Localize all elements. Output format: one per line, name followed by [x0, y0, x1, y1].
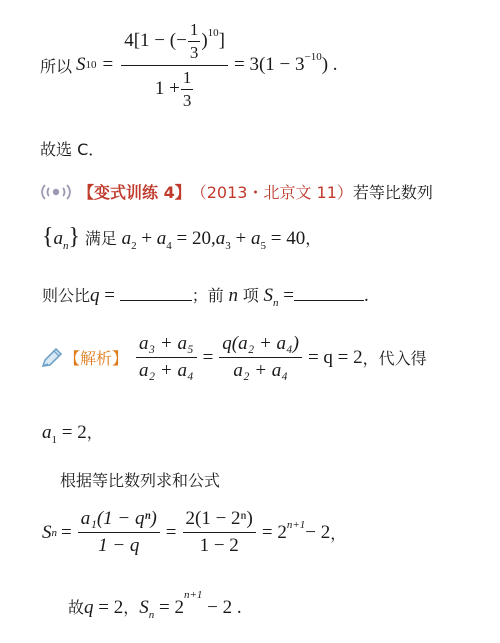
a-sub-1: 1: [51, 433, 57, 446]
blank-ratio[interactable]: [120, 300, 192, 301]
analysis-line: [40, 333, 427, 382]
denominator-fraction-third: [181, 68, 194, 111]
blank-sum[interactable]: [294, 300, 364, 301]
inner-num: 1: [188, 20, 201, 42]
result-part-b: ) .: [321, 54, 338, 75]
fraction-main: 4[1 − (− $\frac{1}{3}$ ) $^{10}$ ] 1 + $\frac{1}{3}$: [121, 20, 228, 111]
symbol-q: q: [90, 285, 100, 306]
symbol-a: a: [42, 422, 52, 443]
inner-fraction-third: [188, 20, 201, 63]
sum-s10-equation: 所以 S 10 = 4[1 − (− $\frac{1}{3}$ ) $^{10}$ ] 1 + $\frac{1}{3}$ = 3(1 − 3 $^{-10}$ ) .: [40, 19, 338, 110]
eq2-value: = 40: [265, 228, 306, 249]
text-terms: 项: [242, 286, 259, 305]
inner-den: 3: [189, 42, 199, 62]
analysis-equals: =: [202, 346, 214, 368]
sum-f2-num: 2(1 − 2ⁿ): [183, 508, 256, 533]
symbol-Sn: S: [263, 285, 274, 306]
final-answer: [68, 588, 242, 621]
equals-2: =: [278, 285, 294, 306]
sum-result: = 2: [261, 521, 287, 543]
analysis-result: = q = 2: [307, 346, 363, 368]
sequence-conditions: [42, 224, 321, 251]
text-first-n: ；前: [191, 286, 224, 305]
equals: =: [99, 285, 120, 306]
eq1-plus: +: [136, 228, 157, 249]
den-inner-den: 3: [182, 90, 192, 110]
symbol-S: S: [139, 597, 149, 618]
sum-fraction-2: [183, 508, 256, 557]
f1-numerator: a₃ + a₅: [136, 333, 197, 358]
equals: =: [61, 521, 72, 543]
den-inner-num: 1: [181, 68, 194, 90]
pencil-icon: [40, 347, 64, 369]
result-part-a: = 3(1 − 3: [233, 54, 305, 75]
S-sub-n: n: [148, 608, 155, 621]
eq1-a: a: [121, 228, 132, 249]
f1-denominator: a₂ + a₄: [139, 360, 194, 381]
symbol-S: S: [76, 54, 86, 75]
eq2-plus: +: [230, 228, 251, 249]
comma: ，: [330, 524, 347, 543]
denominator-part-a: 1 +: [154, 78, 180, 99]
sum-formula-equation: S n = $\frac{\text{a₁(1 − qⁿ)}}{1 - q}$ = $\frac{\text{2(1 − 2ⁿ)}}{1 - 2}$ = 2 $^{n+1}$ − 2 ，: [42, 508, 347, 556]
analysis-fraction-2: [219, 333, 302, 382]
analysis-fraction-1: [136, 333, 197, 382]
sum-fraction-1: [78, 508, 160, 557]
comma: ，: [123, 598, 140, 617]
q-equals-2: = 2: [93, 597, 124, 618]
eq2-sub2: 5: [260, 239, 266, 252]
Sn-sub: n: [273, 296, 279, 309]
analysis-label: 【解析】: [64, 349, 129, 368]
eq2-a: a: [215, 228, 226, 249]
seq-sub-n: n: [63, 239, 69, 252]
numerator-part-c: ]: [218, 30, 225, 51]
sum-f1-num: a₁(1 − qⁿ): [78, 508, 160, 533]
text-satisfies: 满足: [84, 229, 117, 248]
speaker-icon: [38, 182, 74, 202]
eq2-b: a: [250, 228, 261, 249]
eq1-sub1: 2: [131, 239, 137, 252]
brace-open: {: [42, 224, 54, 250]
numerator-part-b: ): [201, 30, 208, 51]
seq-a: a: [53, 228, 64, 249]
comma: ，: [86, 423, 103, 442]
text-substitute: ，代入得: [362, 349, 427, 368]
numerator-part-a: 4[1 − (−: [124, 30, 187, 51]
eq1-sub2: 4: [166, 239, 172, 252]
exercise-text: 若等比数列: [352, 183, 433, 202]
f2-numerator: q(a₂ + a₄): [219, 333, 302, 358]
symbol-n: n: [228, 285, 238, 306]
a1-equals-2: = 2: [57, 422, 87, 443]
eq2-sub1: 3: [225, 239, 231, 252]
eq1-b: a: [156, 228, 167, 249]
symbol-S: S: [42, 521, 52, 543]
text-ratio-lead: 则公比: [42, 286, 91, 305]
text-sum-formula-lead: 根据等比数列求和公式: [60, 471, 221, 490]
comma: ，: [305, 229, 322, 248]
sum-f1-den: 1 − q: [98, 535, 140, 556]
Sn-equals: = 2: [154, 597, 184, 618]
sum-f2-den: 1 − 2: [199, 535, 239, 556]
question-blanks: [42, 283, 369, 307]
brace-close: }: [68, 224, 81, 250]
exp-n-plus-1: n+1: [183, 588, 203, 601]
f2-denominator: a₂ + a₄: [233, 360, 288, 381]
a1-value: [42, 420, 103, 444]
exercise-header: [38, 180, 433, 203]
answer-choice-c: 故选 C．: [40, 140, 105, 159]
text-suoyi: 所以: [40, 56, 73, 76]
minus-2: − 2: [305, 521, 331, 543]
exercise-source: （2013・北京文 11）: [190, 183, 353, 202]
equals-2: =: [165, 521, 177, 543]
minus-2-end: − 2 .: [202, 597, 242, 618]
eq1-value: = 20,: [171, 228, 216, 249]
equals-sign: =: [102, 54, 114, 75]
exercise-title: 【变式训练 4】: [78, 183, 191, 202]
text-therefore: 故: [68, 598, 85, 617]
period: .: [363, 285, 369, 306]
symbol-q: q: [84, 597, 94, 618]
